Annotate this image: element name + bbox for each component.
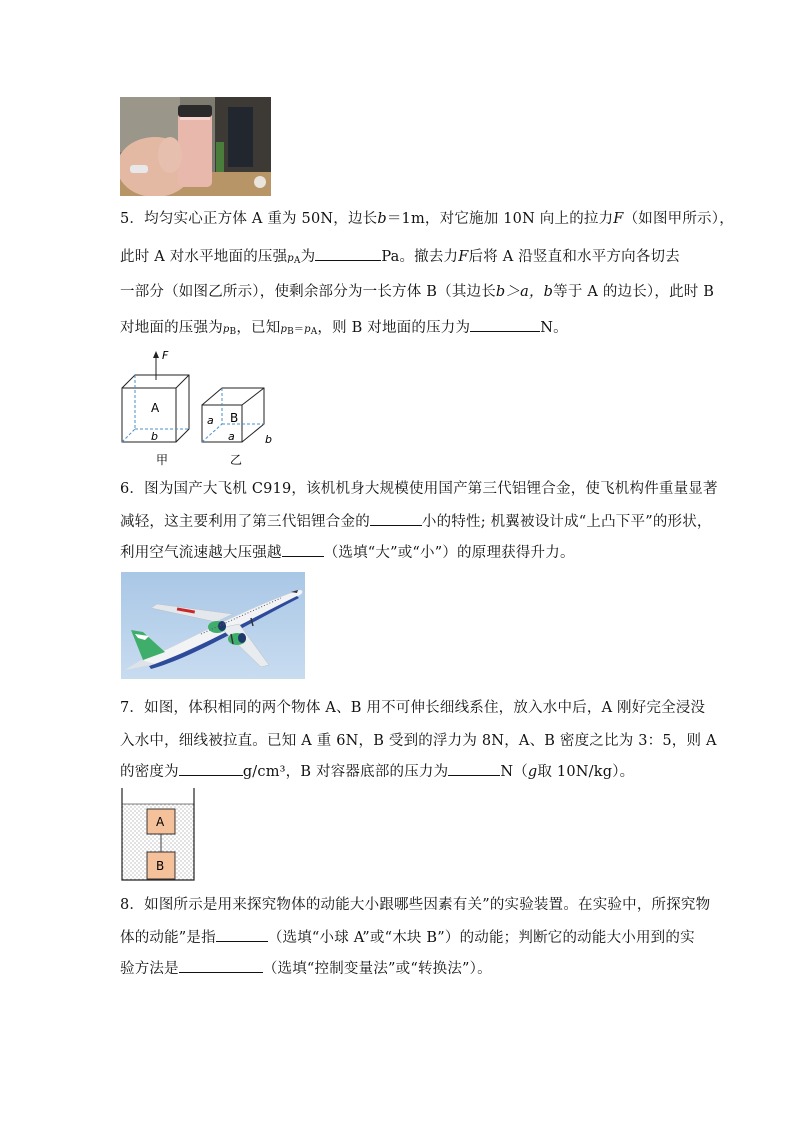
q5-text: ，则 B 对地面的压力为 <box>317 320 471 336</box>
q5-var-pA-sub: A <box>293 256 301 266</box>
q7-text: 入水中，细线被拉直。已知 A 重 6N，B 受到的浮力为 8N，A、B 密度之比为 3：5，则 A <box>120 733 717 749</box>
q7-line2 <box>120 729 717 750</box>
label-F: F <box>162 349 169 362</box>
q6-text: 减轻，这主要利用了第三代铝锂合金的 <box>120 514 370 530</box>
q8-line1 <box>120 893 710 914</box>
q5-text: 后将 A 沿竖直和水平方向各切去 <box>468 249 680 265</box>
q8-text: 体的动能”是指 <box>120 930 216 946</box>
q7-container-figure <box>118 786 200 884</box>
q7-line1 <box>120 696 705 717</box>
label-b: b <box>151 430 158 443</box>
q5-var-F: F <box>458 249 469 265</box>
q8-answer-blank-1[interactable] <box>216 929 268 942</box>
q6-text: 6．图为国产大飞机 C919，该机机身大规模使用国产第三代铝锂合金，使飞机构件重量显著 <box>120 481 718 497</box>
caption-jia: 甲 <box>156 453 169 467</box>
q5-var-pA: p <box>304 324 311 335</box>
q7-text: 取 10N/kg）。 <box>537 764 635 780</box>
force-arrowhead <box>153 351 159 358</box>
q8-answer-blank-2[interactable] <box>179 960 263 973</box>
q5-var-pB-sub: B <box>229 327 237 337</box>
q8-text: 8．如图所示是用来探究物体的动能大小跟哪些因素有关”的实验装置。在实验中，所探究物 <box>120 897 711 913</box>
q8-text: （选填“控制变量法”或“转换法”）。 <box>262 961 492 977</box>
q5-var-pB: p <box>280 324 288 335</box>
q5-var-pB: p <box>222 324 230 335</box>
label-B: B <box>230 411 239 425</box>
thermos-photo-art <box>120 97 271 196</box>
q7-text: 的密度为 <box>120 764 179 780</box>
label-b-depth: b <box>265 433 272 446</box>
q5-text: 此时 A 对水平地面的压强 <box>120 249 288 265</box>
q5-text: N。 <box>540 320 568 336</box>
q5-text: ，已知 <box>236 320 281 336</box>
q7-text: N（ <box>500 764 528 780</box>
label-B: B <box>156 859 165 873</box>
q5-var-pA: p <box>287 253 294 264</box>
q7-answer-blank-2[interactable] <box>448 763 500 776</box>
q5-text: 对地面的压强为 <box>120 320 223 336</box>
q5-answer-blank-2[interactable] <box>470 319 540 332</box>
q8-line2 <box>120 926 695 947</box>
q6-line3 <box>120 541 575 562</box>
label-A: A <box>156 815 165 829</box>
q5-text: 等于 A 的边长），此时 B <box>553 284 715 300</box>
q5-var-b: b <box>377 211 387 227</box>
q5-text: 为 <box>300 249 316 265</box>
q5-answer-blank-1[interactable] <box>315 248 381 261</box>
q7-text: 7．如图，体积相同的两个物体 A、B 用不可伸长细线系住，放入水中后，A 刚好完全浸没 <box>120 700 706 716</box>
label-a-bottom: a <box>228 430 235 443</box>
q6-text: 利用空气流速越大压强越 <box>120 545 282 561</box>
q5-line2 <box>120 245 680 266</box>
q6-line1 <box>120 477 718 498</box>
q7-line3 <box>120 760 634 781</box>
q7-answer-blank-1[interactable] <box>179 763 243 776</box>
q5-text: 5．均匀实心正方体 A 重为 50N，边长 <box>120 211 378 227</box>
q6-text: 小的特性; 机翼被设计成“上凸下平”的形状， <box>421 514 712 530</box>
q6-text: （选填“大”或“小”）的原理获得升力。 <box>323 545 575 561</box>
q5-inequality: b＞a，b <box>495 284 554 300</box>
c919-airplane-photo <box>121 572 305 679</box>
q5-text: 一部分（如图乙所示），使剩余部分为一长方体 B（其边长 <box>120 284 496 300</box>
thermos-photo <box>120 97 271 196</box>
q5-var-pA-sub: A <box>310 327 318 337</box>
q5-var-pB-sub: B <box>287 327 294 337</box>
q8-text: 验方法是 <box>120 961 179 977</box>
q5-equals: ＝ <box>293 324 305 335</box>
q5-cube-figure <box>118 348 278 468</box>
q6-line2 <box>120 510 712 531</box>
label-A: A <box>151 401 160 415</box>
q5-var-F: F <box>613 211 624 227</box>
q7-var-g: g <box>527 764 538 780</box>
caption-yi: 乙 <box>230 453 243 467</box>
q7-text: g/cm³，B 对容器底部的压力为 <box>242 764 449 780</box>
c919-airplane-art <box>121 572 305 679</box>
q8-text: （选填“小球 A”或“木块 B”）的动能；判断它的动能大小用到的实 <box>267 930 695 946</box>
q5-text: ＝1m，对它施加 10N 向上的拉力 <box>386 211 614 227</box>
q8-line3 <box>120 957 492 978</box>
q6-answer-blank-2[interactable] <box>282 544 324 557</box>
q5-line1 <box>120 207 734 228</box>
q6-answer-blank-1[interactable] <box>370 513 422 526</box>
q5-line4 <box>120 316 568 337</box>
q5-line3 <box>120 280 714 301</box>
label-a-side: a <box>207 414 214 427</box>
q5-text: Pa。撤去力 <box>381 249 459 265</box>
q5-text: （如图甲所示）， <box>623 211 734 227</box>
